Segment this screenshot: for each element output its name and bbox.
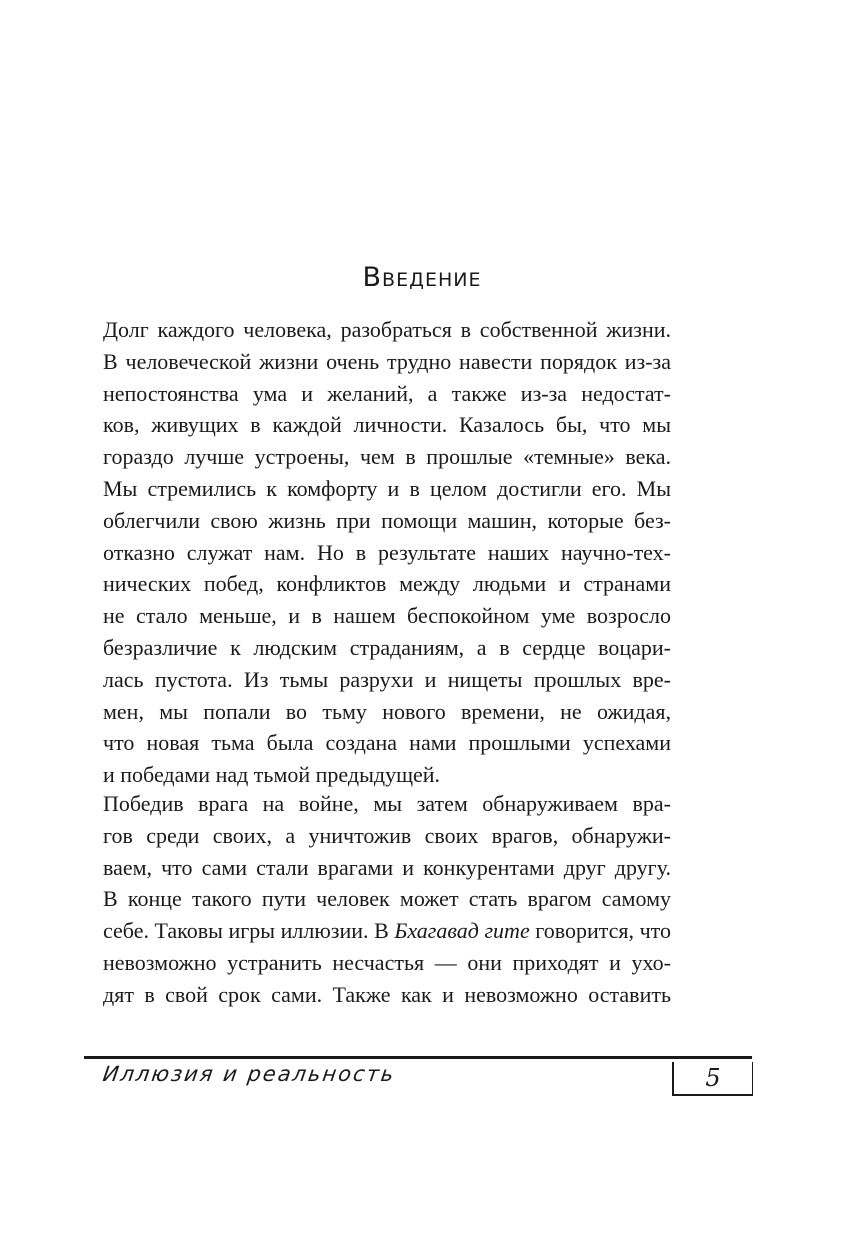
running-footer-title: Иллюзия и реальность bbox=[101, 1062, 398, 1086]
page-number-box bbox=[672, 1062, 753, 1096]
paragraph-line: непостоянства ума и желаний, а также из-за недостат- bbox=[103, 380, 671, 406]
paragraph-line: мен, мы попали во тьму нового времени, не ожидая, bbox=[103, 698, 671, 724]
paragraph-line: нических побед, конфликтов между людьми и странами bbox=[103, 571, 671, 597]
text-segment: говорится, что bbox=[529, 918, 671, 944]
paragraph-line: Мы стремились к комфорту и в целом достигли его. Мы bbox=[103, 475, 671, 501]
paragraph-line: не стало меньше, и в нашем беспокойном уме возросло bbox=[103, 603, 671, 629]
paragraph-line: В конце такого пути человек может стать врагом самому bbox=[103, 886, 671, 912]
page-number: 5 bbox=[705, 1064, 721, 1092]
paragraph-line: ваем, что сами стали врагами и конкурентами друг другу. bbox=[103, 854, 671, 880]
paragraph-line: что новая тьма была создана нами прошлыми успехами bbox=[103, 730, 671, 756]
paragraph-line: облегчили свою жизнь при помощи машин, которые без- bbox=[103, 507, 671, 533]
footer-rule bbox=[84, 1056, 752, 1059]
paragraph-line: Победив врага на войне, мы затем обнаруживаем вра- bbox=[103, 791, 671, 816]
paragraph-line: лась пустота. Из тьмы разрухи и нищеты прошлых вре- bbox=[103, 666, 671, 692]
paragraph-line: невозможно устранить несчастья — они приходят и ухо- bbox=[103, 949, 671, 975]
paragraph-line: гов среди своих, а уничтожив своих врагов, обнаружи- bbox=[103, 822, 671, 848]
paragraph-line: ков, живущих в каждой личности. Казалось бы, что мы bbox=[103, 412, 671, 438]
paragraph-line: и победами над тьмой предыдущей. bbox=[103, 762, 441, 788]
paragraph-line: отказно служат нам. Но в результате наших научно-тех- bbox=[103, 539, 671, 565]
paragraph-line: безразличие к людским страданиям, а в сердце воцари- bbox=[103, 634, 671, 660]
paragraph-1 bbox=[103, 314, 671, 791]
paragraph-line-with-italic bbox=[103, 915, 671, 947]
italic-book-title: Бхагавад гите bbox=[394, 918, 530, 944]
text-segment: себе. Таковы игры иллюзии. В bbox=[103, 918, 395, 944]
paragraph-line: дят в свой срок сами. Также как и невозможно оставить bbox=[103, 981, 671, 1007]
paragraph-line: В человеческой жизни очень трудно навести порядок из-за bbox=[103, 348, 671, 374]
paragraph-2 bbox=[103, 788, 671, 1011]
chapter-heading: Введение bbox=[362, 262, 482, 293]
paragraph-line: гораздо лучше устроены, чем в прошлые «темные» века. bbox=[103, 444, 671, 470]
paragraph-line: Долг каждого человека, разобраться в собственной жизни. bbox=[103, 317, 671, 342]
